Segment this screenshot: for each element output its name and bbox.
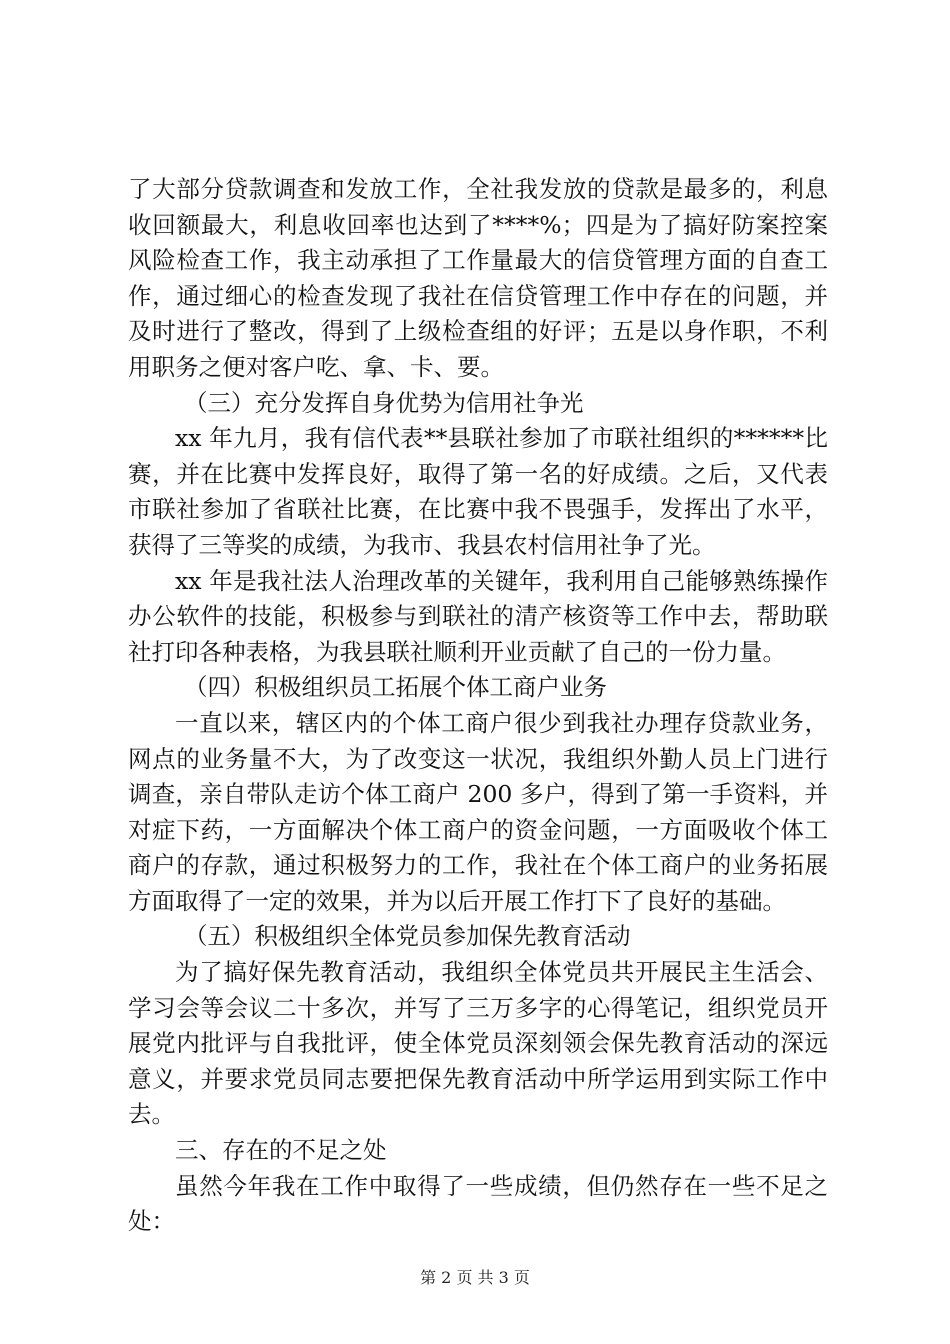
paragraph-reform: xx 年是我社法人治理改革的关键年，我利用自己能够熟练操作办公软件的技能，积极参与到联社的清产核资等工作中去，帮助联社打印各种表格，为我县联社顺利开业贡献了自己的一份力量。 <box>128 566 828 666</box>
section-heading-3: （三）充分发挥自身优势为信用社争光 <box>184 388 584 417</box>
paragraph-shortcomings: 虽然今年我在工作中取得了一些成绩，但仍然存在一些不足之处： <box>128 1171 828 1236</box>
paragraph-business: 一直以来，辖区内的个体工商户很少到我社办理存贷款业务，网点的业务量不大，为了改变这一状况，我组织外勤人员上门进行调查，亲自带队走访个体工商户 200 多户，得到了第一手资料，并对症下药，一方面解决个体工商户的资金问题，一方面吸收个体工商户的存款，通过积极努力的工作，我社在个体工商户的业务拓展方面取得了一定的效果，并为以后开展工作打下了良好的基础。 <box>128 708 828 915</box>
page-number-footer: 第 2 页 共 3 页 <box>420 1268 530 1287</box>
paragraph-competition: xx 年九月，我有信代表**县联社参加了市联社组织的******比赛，并在比赛中发挥良好，取得了第一名的好成绩。之后，又代表市联社参加了省联社比赛，在比赛中我不畏强手，发挥出了水平，获得了三等奖的成绩，为我市、我县农村信用社争了光。 <box>128 424 828 559</box>
section-heading-5: （五）积极组织全体党员参加保先教育活动 <box>184 922 631 951</box>
paragraph-education: 为了搞好保先教育活动，我组织全体党员共开展民主生活会、学习会等会议二十多次，并写了三万多字的心得笔记，组织党员开展党内批评与自我批评，使全体党员深刻领会保先教育活动的深远意义，并要求党员同志要把保先教育活动中所学运用到实际工作中去。 <box>128 958 828 1129</box>
paragraph-continuation: 了大部分贷款调查和发放工作，全社我发放的贷款是最多的，利息收回额最大，利息收回率也达到了****%；四是为了搞好防案控案风险检查工作，我主动承担了工作量最大的信贷管理方面的自查工作，通过细心的检查发现了我社在信贷管理工作中存在的问题，并及时进行了整改，得到了上级检查组的好评；五是以身作职，不利用职务之便对客户吃、拿、卡、要。 <box>128 175 828 381</box>
section-heading-shortcomings: 三、存在的不足之处 <box>175 1136 387 1165</box>
section-heading-4: （四）积极组织员工拓展个体工商户业务 <box>184 673 607 702</box>
document-body <box>128 172 828 1240</box>
